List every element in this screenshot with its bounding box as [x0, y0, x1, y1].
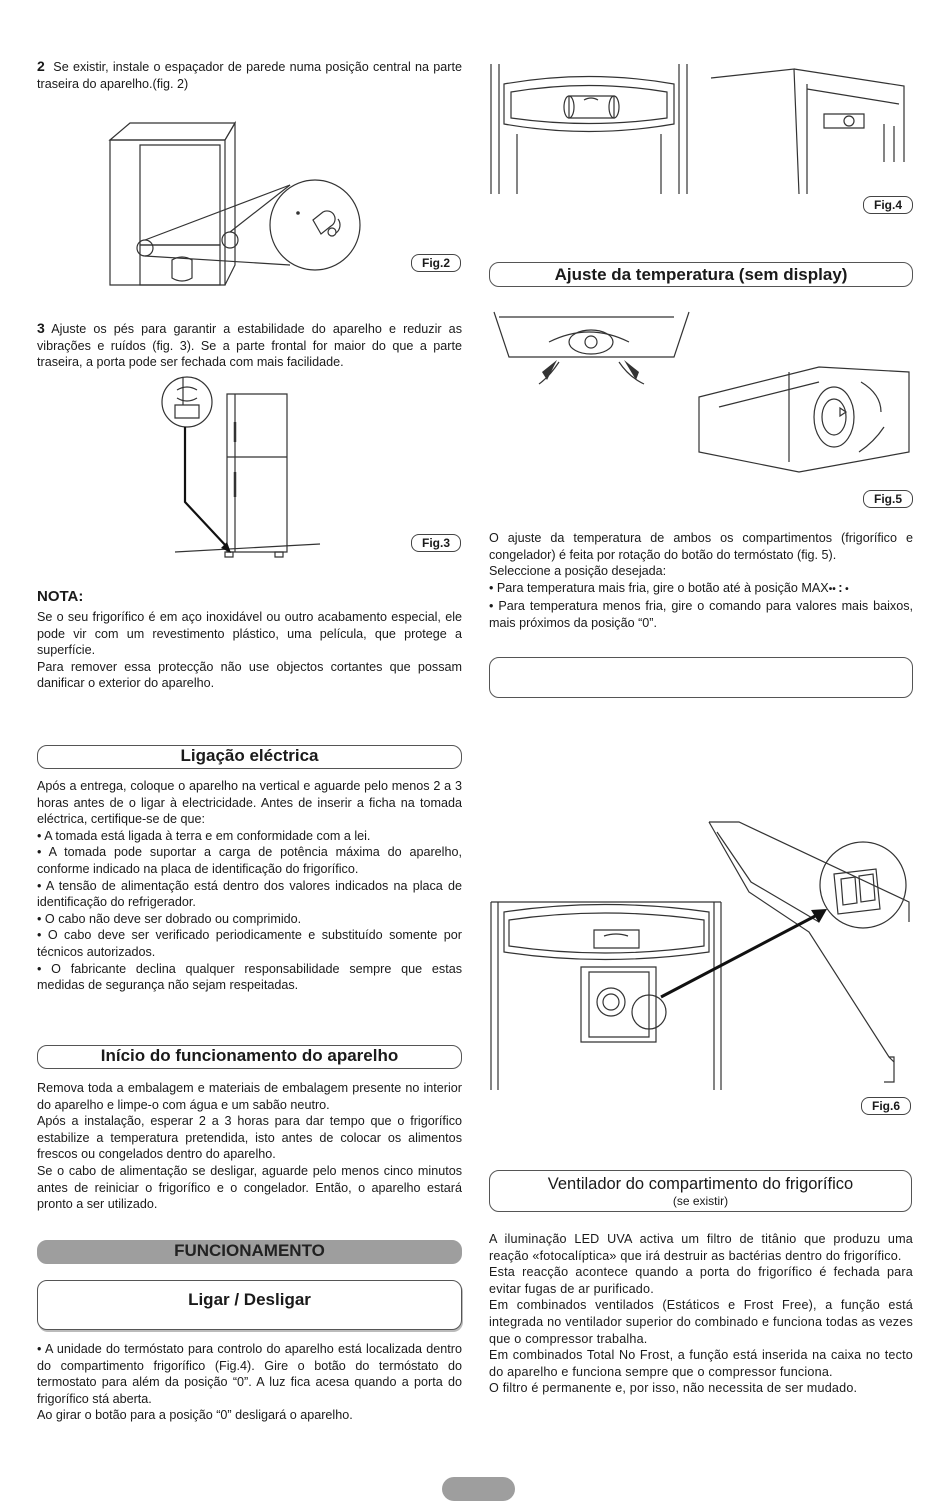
step-2-number: 2: [37, 58, 45, 74]
ligacao-intro: Após a entrega, coloque o aparelho na vertical e aguarde pelo menos 2 a 3 horas antes de o ligar à electricidade. Antes de inserir a ficha na tomada eléctrica, certifique-se de que:: [37, 779, 462, 827]
inicio-paragraph-1: Remova toda a embalagem e materiais de embalagem presente no interior do aparelho e limpe-o com água e um sabão neutro.: [37, 1081, 462, 1112]
nota-paragraph-1: Se o seu frigorífico é em aço inoxidável ou outro acabamento especial, ele pode vir com um revestimento plástico, uma película, que protege a superfície.: [37, 610, 462, 658]
ventilador-paragraph-3: Em combinados ventilados (Estáticos e Frost Free), a função está integrada no ventilador superior do combinado e funciona todas as vezes que o compressor trabalha.: [489, 1298, 913, 1346]
ajuste-bullet-2: • Para temperatura menos fria, gire o comando para valores mais baixos, mais próximos da posição “0”.: [489, 599, 913, 630]
ajuste-paragraph-1: O ajuste da temperatura de ambos os compartimentos (frigorífico e congelador) é feita por rotação do botão do termóstato (fig. 5).: [489, 531, 913, 562]
nota-body: [37, 609, 462, 692]
ajuste-bullet-1: [489, 580, 913, 599]
step-2-instruction: [37, 58, 462, 92]
inicio-paragraph-3: Se o cabo de alimentação se desligar, aguarde pelo menos cinco minutos antes de reiniciar o frigorífico e o congelador. Então, o aparelho estará pronto a ser utilizado.: [37, 1163, 462, 1212]
fig-5-label: Fig.5: [863, 490, 913, 508]
fig-5-thermostat-knob-rotation-illustration: [489, 312, 914, 492]
ajuste-bullet-1-text: • Para temperatura mais fria, gire o botão até à posição MAX: [489, 580, 829, 595]
fig-6-label: Fig.6: [861, 1097, 911, 1115]
nota-title: NOTA:: [37, 588, 84, 605]
ajuste-temperatura-body: [489, 530, 913, 632]
step-2-text: Se existir, instale o espaçador de parede numa posição central na parte traseira do aparelho.(fig. 2): [37, 60, 462, 91]
inicio-paragraph-2: Após a instalação, esperar 2 a 3 horas para dar tempo que o frigorífico estabilize a temperatura pretendida, isto antes de colocar os alimentos frescos ou congelados dentro do aparelho.: [37, 1114, 462, 1162]
ventilador-heading: [489, 1170, 912, 1212]
empty-info-box: [489, 657, 913, 698]
ventilador-paragraph-1: A iluminação LED UVA activa um filtro de titânio que produzu uma reação «fotocalíptica» que irá destruir as bactérias dentro do frigorífico.: [489, 1232, 913, 1263]
funcionamento-heading: FUNCIONAMENTO: [37, 1240, 462, 1264]
ligacao-bullet: • O cabo deve ser verificado periodicamente e substituído somente por técnicos autorizados.: [37, 928, 462, 959]
ligar-paragraph-2: Ao girar o botão para a posição “0” desligará o aparelho.: [37, 1408, 353, 1423]
ligacao-bullet: • A tomada está ligada à terra e em conformidade com a lei.: [37, 828, 371, 843]
inicio-funcionamento-heading: Início do funcionamento do aparelho: [37, 1045, 462, 1069]
page-number-tab: [442, 1477, 515, 1501]
fig-3-label: Fig.3: [411, 534, 461, 552]
fig-4-label: Fig.4: [863, 196, 913, 214]
ligacao-bullet: • O fabricante declina qualquer responsabilidade sempre que estas medidas de segurança não sejam respeitadas.: [37, 961, 462, 993]
ventilador-paragraph-2: Esta reacção acontece quando a porta do frigorífico é fechada para evitar fugas de ar purificado.: [489, 1265, 913, 1296]
fig-3-adjustable-feet-illustration: [155, 372, 325, 560]
ligar-paragraph-1: • A unidade do termóstato para controlo do aparelho está localizada dentro do compartimento frigorífico (Fig.4). Gire o botão do termóstato do termostato para além da posição “0”. A luz fica acesa quando a porta do frigorífico stá aberta.: [37, 1342, 462, 1406]
ligar-desligar-body: [37, 1341, 462, 1424]
fig-6-led-filter-location-illustration: [489, 822, 914, 1092]
ligacao-bullet: • A tensão de alimentação está dentro dos valores indicados na placa de identificação do refrigerador.: [37, 878, 462, 910]
inicio-funcionamento-body: [37, 1080, 462, 1213]
ligar-desligar-heading: Ligar / Desligar: [37, 1280, 462, 1330]
ventilador-paragraph-5: O filtro é permanente e, por isso, não necessita de ser mudado.: [489, 1381, 858, 1396]
ligacao-bullet: • O cabo não deve ser dobrado ou comprimido.: [37, 911, 302, 926]
ventilador-paragraph-4: Em combinados Total No Frost, a função está inserida na caixa no tecto do aparelho e funciona sempre que o compressor funciona.: [489, 1348, 913, 1379]
ventilador-heading-title: Ventilador do compartimento do frigorífico: [547, 1175, 854, 1193]
fig-2-wall-spacer-illustration: [100, 115, 365, 290]
fig-4-thermostat-location-illustration: [489, 64, 909, 196]
ajuste-paragraph-2: Seleccione a posição desejada:: [489, 564, 667, 579]
ligacao-bullet: • A tomada pode suportar a carga de potência máxima do aparelho, conforme indicado na placa de identificação do frigorífico.: [37, 845, 462, 876]
nota-paragraph-2: Para remover essa protecção não use objectos cortantes que possam danificar o exterior do aparelho.: [37, 659, 462, 691]
ligacao-electrica-heading: Ligação eléctrica: [37, 745, 462, 769]
ventilador-heading-subtitle: (se existir): [672, 1194, 729, 1208]
ajuste-temperatura-heading: Ajuste da temperatura (sem display): [489, 262, 913, 287]
fig-2-label: Fig.2: [411, 254, 461, 272]
step-3-instruction: [37, 320, 462, 371]
ligacao-electrica-body: [37, 778, 462, 994]
max-position-symbol: •• ⁚ •: [828, 583, 849, 595]
step-3-text: Ajuste os pés para garantir a estabilidade do aparelho e reduzir as vibrações e ruídos (fig. 3). Se a parte frontal for maior do que a parte traseira, a porta pode ser fechada com mais facilidade.: [37, 322, 462, 370]
ventilador-body: [489, 1231, 913, 1397]
step-3-number: 3: [37, 320, 45, 336]
